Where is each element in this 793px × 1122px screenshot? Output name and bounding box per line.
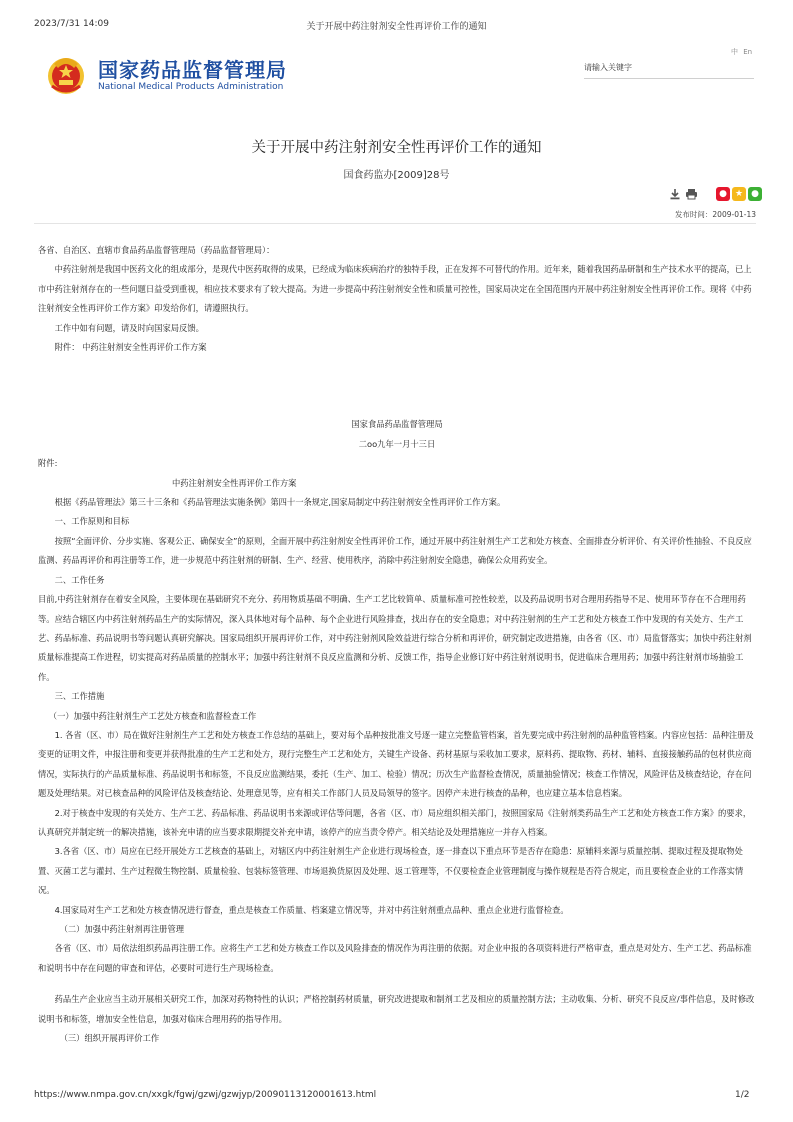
- language-switch: [728, 47, 752, 57]
- print-datetime: 2023/7/31 14:09: [34, 19, 109, 29]
- section-3-1-item-4: 4.国家局对生产工艺和处方核查情况进行督查，重点是核查工作质量、档案建立情况等，并对中药注射剂重点品种、重点企业进行监督检查。: [54, 904, 569, 915]
- section-1-text: 按照“全面评价、分步实施、客观公正、确保安全”的原则，全面开展中药注射剂安全性再评价工作，通过开展中药注射剂生产工艺和处方核查、全面排查分析评价、有关评价性抽验、不良反应监测、药品再评价和再注册等工作，进一步规范中药注射剂的研制、生产、经营、使用秩序，消除中药注射剂安全隐患，确保公众用药安全。: [38, 535, 752, 566]
- attachment-label: 附件:: [38, 458, 58, 469]
- addressee: 各省、自治区、直辖市食品药品监督管理局（药品监督管理局）：: [38, 245, 275, 255]
- print-page-number: 1/2: [735, 1090, 750, 1100]
- spacer: [38, 978, 756, 990]
- section-2-text: 目前,中药注射剂存在着安全风险，主要体现在基础研究不充分、药用物质基础不明确、生产工艺比较简单、质量标准可控性较差，以及药品说明书对合理用药指导不足、使用环节存在不合理用药等。应结合辖区内中药注射剂药品生产的实际情况，深入具体地对每个品种、每个企业进行风险排查，找出存在的安全隐患；对中药注射剂的生产工艺和处方核查工作中发现的有关处方、生产工艺、药品标准、药品说明书等问题认真研究解决。国家局组织开展再评价工作，对中药注射剂风险效益进行综合分析和再评价，研究制定改进措施，由各省（区、市）局监督落实；加快中药注射剂质量标准提高工作进程，切实提高对药品质量的控制水平；加强中药注射剂不良反应监测和分析、反馈工作，指导企业修订好中药注射剂说明书，促进临床合理用药；加强中药注射剂市场抽验工作。: [38, 594, 752, 682]
- plan-basis: 根据《药品管理法》第三十三条和《药品管理法实施条例》第四十一条规定,国家局制定中药注射剂安全性再评价工作方案。: [54, 497, 506, 508]
- header-divider: [34, 223, 756, 224]
- section-3-1-item-3: 3.各省（区、市）局应在已经开展处方工艺核查的基础上，对辖区内中药注射剂生产企业进行现场检查，逐一排查以下重点环节是否存在隐患：原辅料来源与质量控制、提取过程及提取物处置、灭菌工艺与灌封、生产过程微生物控制、质量检验、包装标签管理、市场退换货原因及处理、返工管理等，不仅要检查企业管理制度与操作规程是否符合规定，而且要检查企业的工作落实情况。: [38, 846, 744, 896]
- print-icon[interactable]: [684, 187, 698, 201]
- site-name-cn[interactable]: 国家药品监督管理局: [98, 58, 287, 82]
- publish-date: 发布时间：2009-01-13: [674, 210, 756, 219]
- section-3-2-text-2: 药品生产企业应当主动开展相关研究工作，加深对药物特性的认识；严格控制药材质量，研究改进提取和制剂工艺及相应的质量控制方法；主动收集、分析、研究不良反应/事件信息，及时修改说明书和标签，增加安全性信息，加强对临床合理用药的指导作用。: [38, 994, 755, 1024]
- article-toolbar: [668, 186, 762, 202]
- plan-title: 中药注射剂安全性再评价工作方案: [172, 477, 297, 488]
- site-name-en: National Medical Products Administration: [98, 82, 284, 92]
- lang-en-link[interactable]: En: [743, 48, 753, 56]
- section-heading-2: 二、工作任务: [54, 574, 105, 585]
- article-title: 关于开展中药注射剂安全性再评价工作的通知: [251, 140, 542, 156]
- qzone-share-icon[interactable]: ★: [732, 187, 746, 201]
- subsection-heading-3-2: （二）加强中药注射剂再注册管理: [59, 924, 185, 934]
- national-emblem-icon[interactable]: [44, 52, 88, 96]
- subsection-heading-3-3: （三）组织开展再评价工作: [59, 1033, 160, 1044]
- lang-zh-link[interactable]: 中: [731, 48, 738, 56]
- signature-org: 国家食品药品监督管理局: [351, 419, 443, 430]
- document-number: 国食药监办[2009]28号: [343, 170, 450, 181]
- section-heading-3: 三、工作措施: [54, 691, 105, 702]
- paragraph-feedback: 工作中如有问题，请及时向国家局反馈。: [54, 322, 204, 333]
- print-url: https://www.nmpa.gov.cn/xxgk/fgwj/gzwj/gzwjyp/20090113120001613.html: [34, 1090, 377, 1100]
- section-heading-1: 一、工作原则和目标: [54, 516, 130, 527]
- paragraph-intro: 中药注射剂是我国中医药文化的组成部分，是现代中医药取得的成果，已经成为临床疾病治疗的独特手段，正在发挥不可替代的作用。近年来，随着我国药品研制和生产技术水平的提高，已上市中药注射剂存在的一些问题日益受到重视，相应技术要求有了较大提高。为进一步提高中药注射剂安全性和质量可控性，国家局决定在全国范围内开展中药注射剂安全性再评价工作。现将《中药注射剂安全性再评价工作方案》印发给你们，请遵照执行。: [38, 264, 752, 314]
- spacer: [38, 357, 756, 415]
- search-input[interactable]: 请输入关键字: [584, 62, 754, 79]
- section-3-2-text-1: 各省（区、市）局依法组织药品再注册工作。应将生产工艺和处方核查工作以及风险排查的情况作为再注册的依据。对企业申报的各项资料进行严格审查，重点是对处方、生产工艺、药品标准和说明书中存在问题的审查和评估，必要时可进行生产现场检查。: [38, 943, 752, 973]
- section-3-1-item-2: 2.对于核查中发现的有关处方、生产工艺、药品标准、药品说明书来源或评估等问题，各省（区、市）局应组织相关部门，按照国家局《注射剂类药品生产工艺和处方核查工作方案》的要求，认真研究并制定统一的解决措施，该补充申请的应当要求限期提交补充申请，该停产的应当责令停产。相关结论及处理措施应一并存入档案。: [38, 807, 752, 837]
- download-icon[interactable]: [668, 187, 682, 201]
- wechat-share-icon[interactable]: ●: [748, 187, 762, 201]
- print-page-title: 关于开展中药注射剂安全性再评价工作的通知: [306, 22, 487, 32]
- signature-date: 二oo九年一月十三日: [358, 438, 436, 449]
- subsection-heading-3-1: （一）加强中药注射剂生产工艺处方核查和监督检查工作: [48, 710, 257, 721]
- article-body: [38, 241, 756, 1048]
- section-3-1-item-1: 1. 各省（区、市）局在做好注射剂生产工艺和处方核查工作总结的基础上，要对每个品种按批准文号逐一建立完整监管档案，首先要完成中药注射剂的品种监管档案。内容应包括：品种注册及变更的证明文件，申报注册和变更并获得批准的生产工艺和处方，现行完整生产工艺和处方，关键生产设备、药材基原与采收加工要求，原料药、提取物、药材、辅料、直接接触药品的包材供应商情况，实际执行的产品质量标准、药品说明书和标签，不良反应监测结果，委托（生产、加工、检验）情况；历次生产监督检查情况，质量抽验情况；核查工作情况，风险评估及核查结论，存在问题及处理结果。对已核查品种的风险评估及核查结论、处理意见等，应有相关工作部门人员及局领导的签字。因停产未进行核查的品种，也应建立基本信息档案。: [38, 729, 754, 799]
- weibo-share-icon[interactable]: ●: [716, 187, 730, 201]
- attachment-link[interactable]: 附件： 中药注射剂安全性再评价工作方案: [54, 342, 207, 353]
